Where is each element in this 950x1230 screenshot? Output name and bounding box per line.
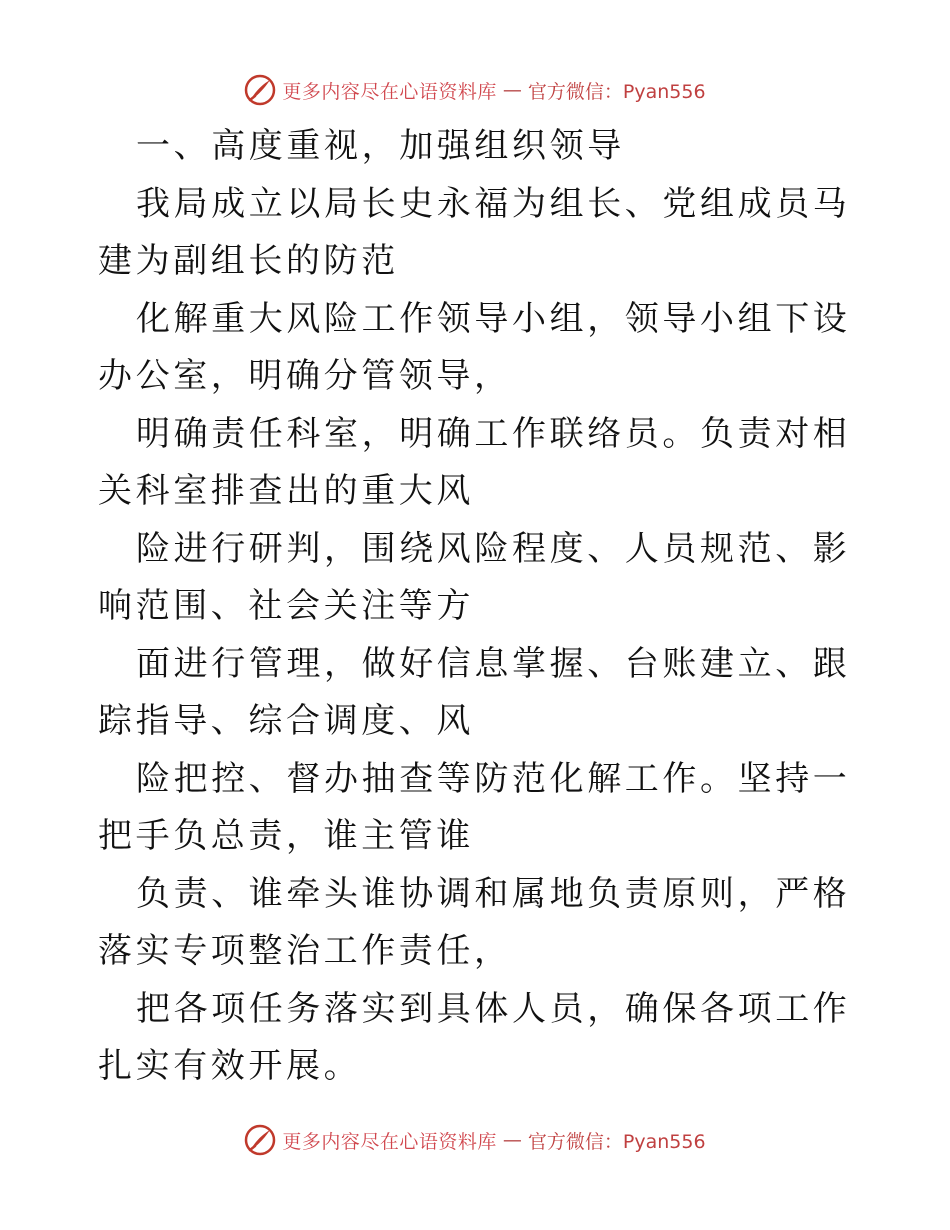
watermark-wechat: 官方微信：Pyan556: [527, 80, 706, 103]
paragraph: 负责、谁牵头谁协调和属地负责原则，严格落实专项整治工作责任，: [98, 873, 851, 971]
watermark-separator: —: [502, 1129, 522, 1151]
document-body: [98, 118, 858, 1096]
quill-logo-icon: [244, 1124, 276, 1156]
paragraph: 化解重大风险工作领导小组，领导小组下设办公室，明确分管领导，: [98, 298, 851, 396]
paragraph: 我局成立以局长史永福为组长、党组成员马建为副组长的防范: [98, 183, 851, 281]
paragraph: 险进行研判，围绕风险程度、人员规范、影响范围、社会关注等方: [98, 528, 851, 626]
watermark-brand: 更多内容尽在心语资料库: [282, 80, 497, 103]
watermark-wechat: 官方微信：Pyan556: [527, 1130, 706, 1153]
section-heading: 一、高度重视，加强组织领导: [136, 126, 625, 166]
watermark-separator: —: [502, 79, 522, 101]
paragraph: 险把控、督办抽查等防范化解工作。坚持一把手负总责，谁主管谁: [98, 758, 851, 856]
quill-logo-icon: [244, 74, 276, 106]
paragraph: 明确责任科室，明确工作联络员。负责对相关科室排查出的重大风: [98, 413, 851, 511]
watermark-brand: 更多内容尽在心语资料库: [282, 1130, 497, 1153]
paragraph: 把各项任务落实到具体人员，确保各项工作扎实有效开展。: [98, 988, 851, 1086]
paragraph: 面进行管理，做好信息掌握、台账建立、跟踪指导、综合调度、风: [98, 643, 851, 741]
footer-watermark: [0, 1124, 950, 1156]
header-watermark: [0, 74, 950, 106]
